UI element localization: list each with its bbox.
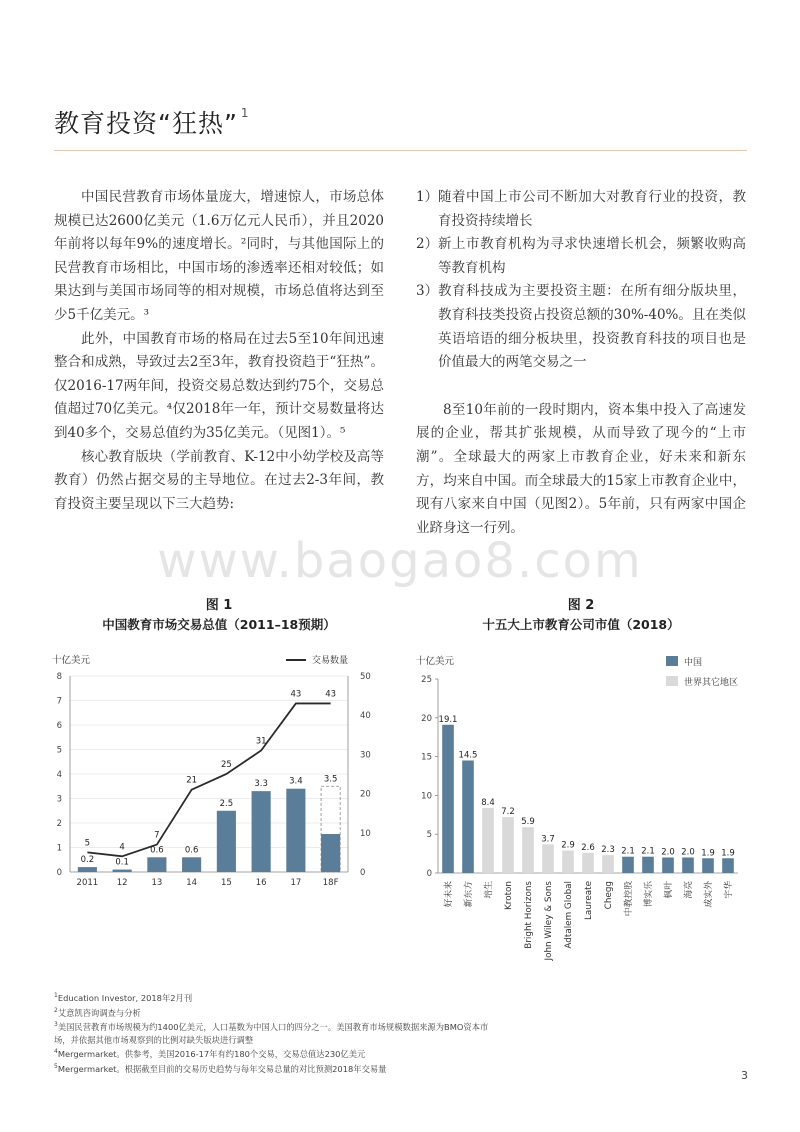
bar	[321, 834, 340, 872]
bar-value-label: 3.3	[254, 779, 268, 790]
trend-item: 3） 教育科技成为主要投资主题：在所有细分版块里，教育科技类投资占投资总额的30%-40%。且在类似英语培语的细分板块里，投资教育科技的项目也是价值最大的两笔交易之一	[416, 283, 746, 371]
y-tick-label: 4	[56, 770, 62, 780]
figure2-caption	[416, 594, 746, 633]
bar	[642, 857, 654, 873]
y-tick-label: 15	[421, 752, 432, 763]
y-axis-label: 十亿美元	[52, 655, 91, 666]
x-tick-label: Adtalem Global	[564, 881, 574, 949]
bar-value-label: 2.1	[641, 846, 655, 857]
bar	[252, 791, 271, 872]
figure1-chart	[50, 650, 380, 888]
figure2-chart	[412, 650, 752, 970]
y2-tick-label: 20	[360, 789, 371, 800]
footnote-text: Education Investor, 2018年2月刊	[57, 992, 193, 1003]
legend-swatch	[666, 676, 678, 686]
footnote-text: 场，并依据其他市场观察到的比例对缺失版块进行调整	[54, 1034, 254, 1045]
bar	[147, 857, 166, 872]
body-left-column	[54, 186, 384, 516]
x-tick-label: 14	[186, 878, 198, 888]
bar	[78, 867, 97, 872]
bar-value-label: 2.6	[581, 842, 595, 853]
bar	[522, 827, 534, 873]
bar	[442, 725, 454, 873]
bar-value-label: 2.3	[601, 845, 615, 856]
legend-label: 中国	[684, 658, 703, 668]
line-value-label: 43	[290, 689, 302, 700]
bar-value-label: 0.6	[150, 845, 164, 856]
x-tick-label: 17	[290, 878, 302, 888]
footnote	[54, 1019, 654, 1034]
bar	[113, 870, 132, 872]
footnote-number: 5	[54, 1063, 58, 1071]
x-tick-label: 宇华	[724, 881, 734, 899]
footnote-text: Mergermarket。根据截至目前的交易历史趋势与每年交易总量的对比预测2018年交易量	[57, 1063, 387, 1074]
paragraph-listing-wave: 8至10年前的一段时期内，资本集中投入了高速发展的企业，帮其扩张规模，从而导致了现今的“上市潮”。全球最大的两家上市教育企业，好未来和新东方，均来自中国。而全球最大的15家上市教育企业中，现有八家来自中国（见图2）。5年前，只有两家中国企业跻身这一行列。	[416, 401, 746, 536]
bar	[217, 811, 236, 872]
y-tick-label: 1	[56, 843, 62, 854]
x-tick-label: John Wiley & Sons	[544, 881, 554, 961]
footnote-number: 3	[54, 1021, 58, 1029]
x-tick-label: 2011	[76, 878, 99, 888]
title-divider	[54, 150, 747, 151]
x-tick-label: 新东方	[464, 881, 474, 908]
figure1-caption	[54, 594, 384, 633]
trend-list	[416, 186, 746, 375]
footnote	[54, 1046, 654, 1061]
figure2-label: 图 2	[567, 598, 595, 613]
line-value-label: 43	[325, 689, 337, 700]
y-tick-label: 7	[56, 696, 62, 707]
line-value-label: 21	[186, 775, 198, 786]
footnotes	[54, 990, 654, 1076]
bar-value-label: 3.7	[541, 834, 555, 845]
body-right-column	[416, 186, 746, 540]
page-title: 教育投资“狂热” $^1$	[54, 106, 250, 138]
bar	[662, 857, 674, 873]
figure2-title: 十五大上市教育公司市值（2018）	[482, 617, 680, 632]
x-tick-label: 15	[220, 878, 232, 888]
y-tick-label: 25	[421, 675, 432, 685]
y-tick-label: 3	[56, 794, 62, 805]
x-tick-label: 中教控股	[624, 881, 634, 917]
y-tick-label: 0	[426, 869, 432, 879]
footnote-text: 艾意凯咨询调查与分析	[57, 1007, 141, 1018]
bar	[602, 855, 614, 873]
x-tick-label: 枫叶	[664, 881, 674, 899]
line-value-label: 7	[154, 830, 160, 841]
bar	[286, 789, 305, 872]
bar-value-label: 2.0	[681, 847, 695, 858]
legend-label: 交易数量	[312, 656, 349, 666]
bar-value-label: 5.9	[521, 817, 535, 828]
x-tick-label: Kroton	[504, 881, 514, 910]
y2-tick-label: 50	[360, 672, 371, 682]
bar	[702, 858, 714, 873]
bar-value-label: 2.0	[661, 847, 675, 858]
bar-value-label: 0.1	[115, 857, 129, 868]
footnote	[54, 1005, 654, 1020]
line-value-label: 4	[119, 842, 125, 853]
legend-label: 世界其它地区	[684, 678, 739, 688]
bar	[722, 858, 734, 873]
bar-value-label: 8.4	[481, 797, 495, 808]
x-tick-label: 16	[255, 878, 267, 888]
footnote-number: 2	[54, 1006, 58, 1014]
x-tick-label: 好未来	[444, 881, 454, 908]
x-tick-label: 12	[116, 878, 128, 888]
bar-value-label: 7.2	[501, 807, 515, 818]
bar-value-label: 0.2	[80, 855, 95, 866]
bar-value-label: 1.9	[701, 848, 715, 859]
bar	[502, 817, 514, 873]
watermark: www.baogao8.com	[157, 533, 643, 589]
x-tick-label: 博实乐	[644, 881, 654, 908]
paragraph-core-segments: 核心教育版块（学前教育、K-12中小幼学校及高等教育）仍然占据交易的主导地位。在过去2-3年间，教育投资主要呈现以下三大趋势:	[54, 448, 384, 512]
footnote-text: Mergermarket。供参考，美国2016-17年有约180个交易，交易总值达230亿美元	[57, 1049, 366, 1060]
bar	[682, 857, 694, 873]
y2-tick-label: 0	[360, 868, 366, 878]
figure1-title: 中国教育市场交易总值（2011–18预期）	[102, 617, 336, 632]
y-tick-label: 8	[56, 672, 62, 682]
y-tick-label: 0	[56, 868, 62, 878]
line-value-label: 25	[220, 760, 232, 770]
y-tick-label: 5	[426, 830, 432, 841]
bar-value-label: 14.5	[458, 750, 478, 761]
figure1-label: 图 1	[205, 598, 233, 613]
bar	[462, 760, 474, 873]
trend-item: 2） 新上市教育机构为寻求快速增长机会，频繁收购高等教育机构	[416, 236, 746, 276]
y-tick-label: 2	[56, 819, 62, 829]
footnote-text: 美国民营教育市场规模为约1400亿美元，人口基数为中国人口的四分之一。美国教育市场规模数据来源为BMO资本市	[57, 1021, 489, 1032]
x-tick-label: 海亮	[684, 881, 694, 899]
y2-tick-label: 40	[360, 711, 371, 722]
bar-value-label: 2.1	[621, 846, 635, 857]
legend-swatch	[666, 656, 678, 666]
y-tick-label: 5	[56, 745, 62, 756]
bar	[542, 844, 554, 873]
title-footnote-marker: 1	[240, 106, 250, 120]
bar-value-label: 2.5	[219, 798, 234, 809]
trend-item: 1） 随着中国上市公司不断加大对教育行业的投资，教育投资持续增长	[416, 189, 746, 229]
x-tick-label: Laureate	[584, 881, 594, 920]
footnote	[54, 1061, 654, 1076]
y-tick-label: 20	[421, 713, 432, 724]
bar	[622, 857, 634, 873]
bar-value-label: 3.4	[289, 776, 303, 787]
paragraph-market-size: 中国民营教育市场体量庞大，增速惊人，市场总体规模已达2600亿美元（1.6万亿元人民币），并且2020年前将以每年9%的速度增长。²同时，与其他国际上的民营教育市场相比，中国市场的渗透率还相对较低；如果达到与美国市场同等的相对规模，市场总值将达到至少5千亿美元。³	[54, 189, 384, 323]
bar-value-label: 3.5	[323, 774, 338, 785]
bar-value-label: 0.6	[184, 845, 199, 856]
y2-tick-label: 10	[360, 828, 371, 839]
page-number: 3	[741, 1069, 748, 1082]
y-tick-label: 10	[421, 791, 432, 802]
x-tick-label: Chegg	[604, 881, 614, 910]
x-tick-label: 培生	[484, 881, 494, 899]
x-tick-label: 13	[151, 878, 163, 888]
bar	[482, 808, 494, 873]
footnote	[54, 1034, 654, 1047]
line-value-label: 31	[255, 736, 267, 747]
bar	[582, 853, 594, 873]
y2-tick-label: 30	[360, 750, 371, 761]
footnote	[54, 990, 654, 1005]
x-tick-label: Bright Horizons	[524, 881, 534, 949]
footnote-number: 1	[54, 992, 58, 999]
bar	[182, 857, 201, 872]
x-tick-label: 成实外	[704, 881, 714, 908]
bar	[562, 850, 574, 873]
line-value-label: 5	[84, 838, 91, 849]
footnote-number: 4	[54, 1048, 58, 1056]
x-tick-label: 18F	[322, 878, 339, 888]
bar-value-label: 19.1	[438, 714, 458, 725]
bar-value-label: 2.9	[561, 840, 575, 851]
paragraph-investment-frenzy: 此外，中国教育市场的格局在过去5至10年间迅速整合和成熟，导致过去2至3年，教育投资趋于“狂热”。仅2016-17两年间，投资交易总数达到约75个，交易总值超过70亿美元。⁴仅2018年一年，预计交易数量将达到40多个，交易总值约为35亿美元。（见图1）。⁵	[54, 330, 384, 441]
y-tick-label: 6	[56, 721, 62, 731]
y-axis-label: 十亿美元	[416, 656, 455, 667]
bar-value-label: 1.9	[721, 848, 735, 859]
